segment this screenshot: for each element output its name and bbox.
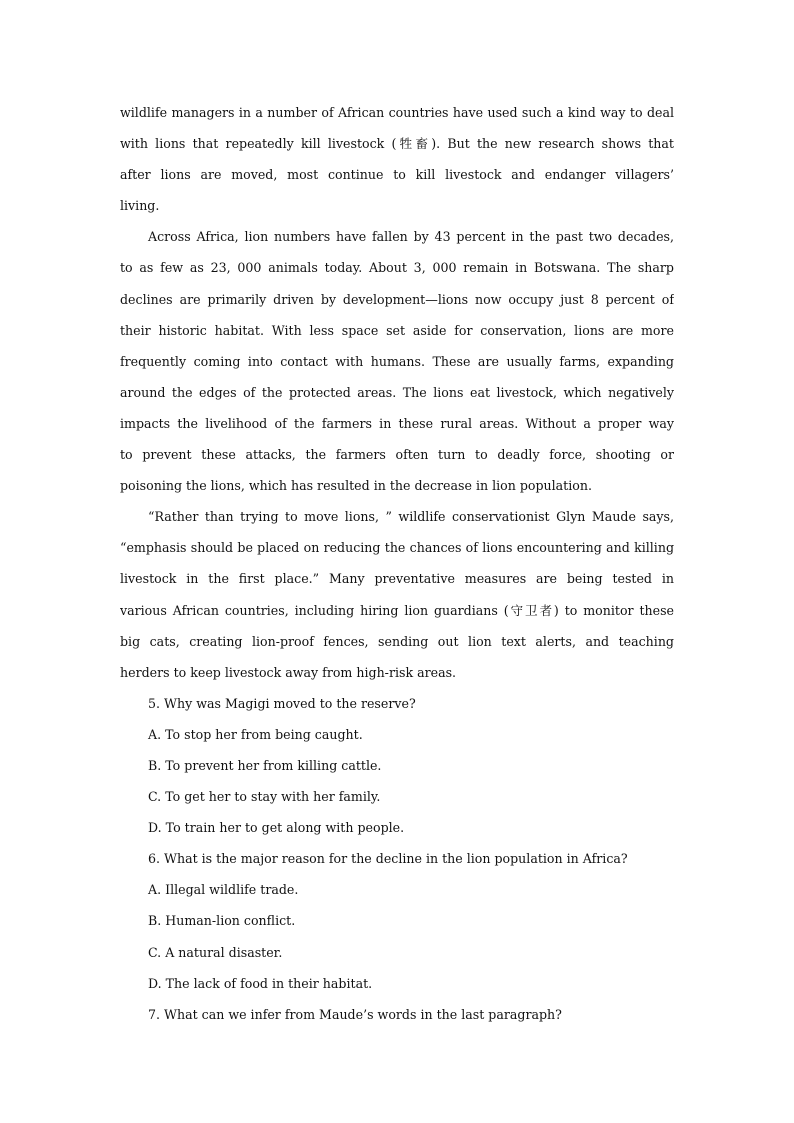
paragraph-3: [120, 501, 674, 688]
answer-option: C. To get her to stay with her family.: [148, 789, 381, 805]
text-line: to prevent these attacks, the farmers often turn to deadly force, shooting or: [120, 447, 674, 463]
question-stem: 6. What is the major reason for the decline in the lion population in Africa?: [148, 851, 628, 867]
text-line: with lions that repeatedly kill livestock (牲畜). But the new research shows that: [120, 136, 674, 152]
text-line: various African countries, including hiring lion guardians (守卫者) to monitor these: [120, 602, 674, 618]
text-line: big cats, creating lion-proof fences, sending out lion text alerts, and teaching: [120, 633, 674, 649]
text-line: to as few as 23, 000 animals today. About 3, 000 remain in Botswana. The sharp: [120, 260, 674, 276]
text-line: living.: [120, 198, 160, 214]
text-line: “emphasis should be placed on reducing the chances of lions encountering and killing: [120, 540, 674, 556]
text-line: poisoning the lions, which has resulted in the decrease in lion population.: [120, 478, 592, 494]
answer-option: D. To train her to get along with people.: [148, 820, 405, 836]
text-line: declines are primarily driven by development—lions now occupy just 8 percent of: [120, 291, 674, 307]
text-line: impacts the livelihood of the farmers in these rural areas. Without a proper way: [120, 415, 674, 431]
answer-option: D. The lack of food in their habitat.: [148, 975, 373, 991]
text-line: their historic habitat. With less space set aside for conservation, lions are more: [120, 322, 674, 338]
text-line: wildlife managers in a number of African countries have used such a kind way to deal: [120, 105, 674, 120]
paragraph-2: [120, 221, 674, 501]
answer-option: C. A natural disaster.: [148, 944, 283, 960]
text-line: livestock in the first place.” Many preventative measures are being tested in: [120, 571, 674, 587]
question-stem: 5. Why was Magigi moved to the reserve?: [148, 695, 416, 711]
question-5: [120, 688, 674, 843]
answer-option: A. To stop her from being caught.: [148, 726, 363, 742]
question-7: [120, 999, 674, 1030]
text-line: Across Africa, lion numbers have fallen by 43 percent in the past two decades,: [148, 229, 674, 245]
answer-option: A. Illegal wildlife trade.: [148, 882, 299, 898]
paragraph-1: [120, 97, 674, 221]
text-line: frequently coming into contact with humans. These are usually farms, expanding: [120, 353, 674, 369]
question-stem: 7. What can we infer from Maude’s words in the last paragraph?: [148, 1006, 562, 1022]
text-line: after lions are moved, most continue to kill livestock and endanger villagers’: [120, 167, 674, 183]
document-page: [120, 97, 674, 1030]
answer-option: B. To prevent her from killing cattle.: [148, 757, 382, 773]
question-6: [120, 843, 674, 998]
text-line: around the edges of the protected areas. The lions eat livestock, which negatively: [120, 384, 674, 400]
text-line: “Rather than trying to move lions, ” wildlife conservationist Glyn Maude says,: [148, 509, 674, 525]
answer-option: B. Human-lion conflict.: [148, 913, 296, 929]
text-line: herders to keep livestock away from high-risk areas.: [120, 664, 457, 680]
